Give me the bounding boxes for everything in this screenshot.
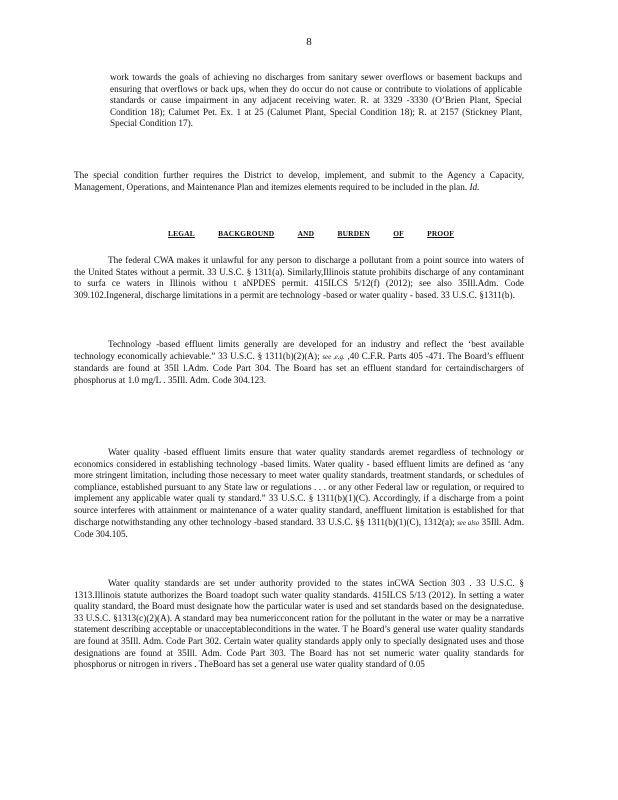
heading-word: LEGAL: [168, 229, 195, 238]
page-number: 8: [306, 36, 312, 48]
signal-see-eg: see ,e.g.: [322, 353, 345, 361]
paragraph-text: Water quality -based effluent limits ensure that water quality standards aremet regardless of technology or economics considered in establishing technology -based limits. Water quality - based effluent limits are defined as ‘any more stringent limitation, including those necessary to meet water quality standards, treatment standards, or schedules of compliance, established pursuant to any State law or regulations . . . or any other Federal law or regulation, or required to implement any applicable water quali ty standard.” 33 U.S.C. § 1311(b)(1)(C). Accordingly, if a discharge from a point source interferes with attainment or maintenance of a water quality standard, aneffluent limitation is established for that discharge notwithstanding any other technology -based standard. 33 U.S.C. §§ 1311(b)(1)(C), 1312(a);: [74, 447, 524, 527]
paragraph-technology-limits: [74, 339, 524, 386]
paragraph-text: ,40 C.F.R. Parts 405 -471. The Board’s effluent standards are found at 35Il l.Adm. Code Part 304. The Board has set an effluent standard for certaindischargers of phosphorus at 1.0 mg/L . 35Ill. Adm. Code 304.123.: [74, 350, 524, 385]
paragraph-text: The special condition further requires the District to develop, implement, and submit to the Agency a Capacity, Management, Operations, and Maintenance Plan and itemizes elements required to be included in the plan.: [74, 170, 524, 192]
paragraph-federal-cwa: The federal CWA makes it unlawful for any person to discharge a pollutant from a point source into waters of the United States without a permit. 33 U.S.C. § 1311(a). Similarly,Illinois statute prohibits discharge of any contaminant to surfa ce waters in Illinois withou t aNPDES permit. 415ILCS 5/12(f) (2012); see also 35Ill.Adm. Code 309.102.Ingeneral, discharge limitations in a permit are technology -based or water quality - based. 33 U.S.C. §1311(b).: [74, 255, 524, 300]
heading-word: PROOF: [427, 229, 454, 238]
paragraph-special-condition: [74, 170, 524, 193]
paragraph-water-quality-standards: Water quality standards are set under authority provided to the states inCWA Section 303 . 33 U.S.C. § 1313.Illinois statute authorizes the Board toadopt such water quality standards. 415ILCS 5/13 (2012). In setting a water quality standard, the Board must designate how the particular water is used and set standards based on the designateduse. 33 U.S.C. §1313(c)(2)(A). A standard may bea numericconcent ration for the pollutant in the water or may be a narrative statement describing acceptable or unacceptableconditions in the water. T he Board’s general use water quality standards are found at 35Ill. Adm. Code Part 302. Certain water quality standards apply only to specially designated uses and those designations are found at 35Ill. Adm. Code Part 303. The Board has not set numeric water quality standards for phosphorus or nitrogen in rivers . TheBoard has set a general use water quality standard of 0.05: [74, 578, 524, 670]
paragraph-water-quality-limits: [74, 447, 524, 541]
section-heading: [168, 229, 454, 238]
signal-see-also: see also: [457, 519, 480, 527]
citation-id: Id.: [469, 181, 480, 192]
paragraph-text: Technology -based effluent limits generally are developed for an industry and reflect the ‘best available technology economically achievable.” 33 U.S.C. § 1311(b)(2)(A);: [74, 339, 524, 361]
block-quote: work towards the goals of achieving no discharges from sanitary sewer overflows or basement backups and ensuring that overflows or back ups, when they do occur do not cause or contribute to violations of applicable standards or cause impairment in any adjacent receiving water. R. at 3329 -3330 (O’Brien Plant, Special Condition 18); Calumet Pet. Ex. 1 at 25 (Calumet Plant, Special Condition 18); R. at 2157 (Stickney Plant, Special Condition 17).: [110, 72, 522, 129]
paragraph-text: 35Ill. Adm. Code 304.105.: [74, 516, 524, 540]
heading-word: OF: [393, 229, 404, 238]
heading-word: BACKGROUND: [218, 229, 275, 238]
heading-word: AND: [297, 229, 315, 238]
heading-word: BURDEN: [337, 229, 370, 238]
